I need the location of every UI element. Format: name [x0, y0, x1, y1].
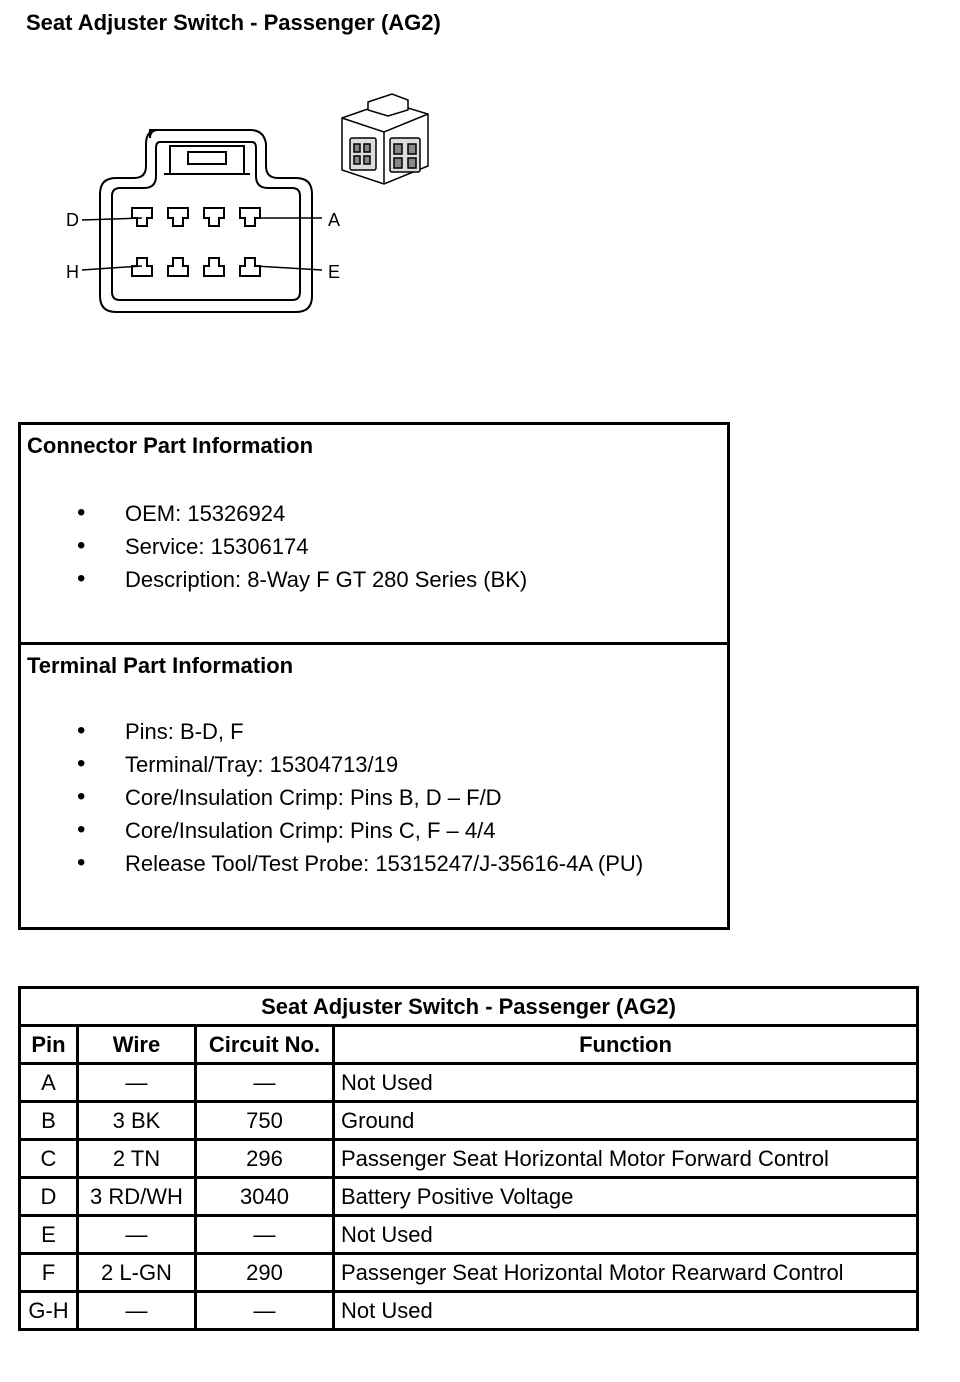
- wire-cell: —: [78, 1216, 196, 1254]
- connector-face-diagram: [60, 80, 360, 320]
- connector-3d-sketch: [328, 88, 438, 198]
- function-cell: Battery Positive Voltage: [334, 1178, 918, 1216]
- connector-part-info-heading: Connector Part Information: [27, 433, 314, 458]
- pin-label-a: A: [328, 210, 341, 230]
- pin-cell: F: [20, 1254, 78, 1292]
- wire-cell: 3 BK: [78, 1102, 196, 1140]
- function-cell: Passenger Seat Horizontal Motor Forward Control: [334, 1140, 918, 1178]
- cavity-row-top: [132, 208, 260, 226]
- circuit-cell: 296: [196, 1140, 334, 1178]
- pin-label-d: D: [66, 210, 79, 230]
- wire-cell: 2 L-GN: [78, 1254, 196, 1292]
- pin-cell: C: [20, 1140, 78, 1178]
- circuit-cell: 3040: [196, 1178, 334, 1216]
- pin-cell: D: [20, 1178, 78, 1216]
- table-row: [20, 1178, 918, 1216]
- list-item: • Core/Insulation Crimp: Pins B, D – F/D: [21, 785, 643, 818]
- function-cell: Not Used: [334, 1292, 918, 1330]
- table-row: [20, 1292, 918, 1330]
- list-item: • Core/Insulation Crimp: Pins C, F – 4/4: [21, 818, 643, 851]
- function-cell: Ground: [334, 1102, 918, 1140]
- function-cell: Not Used: [334, 1064, 918, 1102]
- circuit-cell: —: [196, 1216, 334, 1254]
- table-header-row: [20, 1026, 918, 1064]
- pin-label-e: E: [328, 262, 341, 282]
- pin-table-title: Seat Adjuster Switch - Passenger (AG2): [20, 988, 918, 1026]
- list-item: • Service: 15306174: [21, 534, 527, 567]
- wire-cell: —: [78, 1292, 196, 1330]
- connector-part-info: [21, 425, 727, 645]
- circuit-cell: —: [196, 1292, 334, 1330]
- pin-cell: A: [20, 1064, 78, 1102]
- list-item: • Release Tool/Test Probe: 15315247/J-35616-4A (PU): [21, 851, 643, 884]
- circuit-cell: 290: [196, 1254, 334, 1292]
- column-header: Circuit No.: [196, 1026, 334, 1064]
- terminal-part-info: [21, 645, 727, 927]
- list-item: • OEM: 15326924: [21, 501, 527, 534]
- part-info-box: [18, 422, 730, 930]
- table-row: [20, 1140, 918, 1178]
- table-row: [20, 1102, 918, 1140]
- connector-part-info-list: [21, 501, 527, 600]
- circuit-cell: 750: [196, 1102, 334, 1140]
- circuit-cell: —: [196, 1064, 334, 1102]
- table-row: [20, 1254, 918, 1292]
- pin-cell: B: [20, 1102, 78, 1140]
- column-header: Function: [334, 1026, 918, 1064]
- pin-cell: E: [20, 1216, 78, 1254]
- pin-table: [18, 986, 919, 1331]
- list-item: • Terminal/Tray: 15304713/19: [21, 752, 643, 785]
- wire-cell: 3 RD/WH: [78, 1178, 196, 1216]
- wire-cell: —: [78, 1064, 196, 1102]
- list-item: • Description: 8-Way F GT 280 Series (BK): [21, 567, 527, 600]
- function-cell: Not Used: [334, 1216, 918, 1254]
- terminal-part-info-heading: Terminal Part Information: [27, 653, 294, 678]
- pin-cell: G-H: [20, 1292, 78, 1330]
- column-header: Pin: [20, 1026, 78, 1064]
- table-row: [20, 1216, 918, 1254]
- terminal-part-info-list: [21, 719, 643, 884]
- page-title: Seat Adjuster Switch - Passenger (AG2): [26, 10, 441, 35]
- table-row: [20, 1064, 918, 1102]
- cavity-row-bottom: [132, 258, 260, 276]
- list-item: • Pins: B-D, F: [21, 719, 643, 752]
- column-header: Wire: [78, 1026, 196, 1064]
- wire-cell: 2 TN: [78, 1140, 196, 1178]
- function-cell: Passenger Seat Horizontal Motor Rearward Control: [334, 1254, 918, 1292]
- pin-label-h: H: [66, 262, 79, 282]
